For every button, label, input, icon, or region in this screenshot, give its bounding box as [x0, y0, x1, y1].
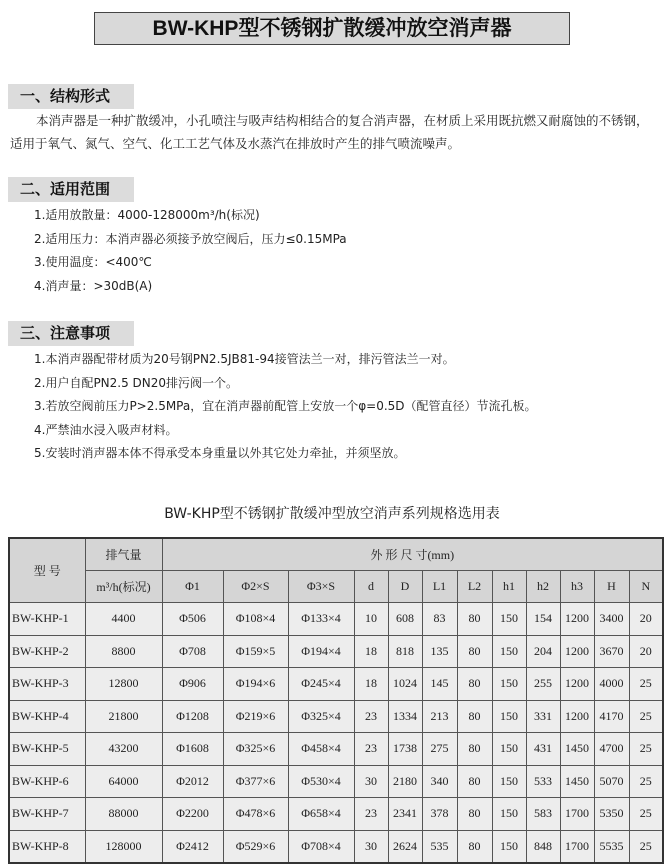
table-cell: 2624	[388, 830, 422, 863]
table-cell: 25	[629, 668, 663, 701]
table-cell: 1700	[560, 830, 594, 863]
table-cell: 145	[422, 668, 457, 701]
list-item: 4.严禁油水浸入吸声材料。	[34, 422, 178, 437]
table-cell: Φ108×4	[223, 603, 288, 636]
table-cell: 18	[354, 668, 388, 701]
column-header: Φ3×S	[288, 571, 354, 603]
table-cell: 23	[354, 798, 388, 831]
table-row	[9, 733, 663, 766]
table-cell: 1700	[560, 798, 594, 831]
table-cell: Φ159×5	[223, 635, 288, 668]
table-cell: 4000	[594, 668, 629, 701]
table-cell: 80	[457, 765, 492, 798]
header-flow-unit: m³/h(标况)	[85, 571, 162, 603]
table-row	[9, 668, 663, 701]
table-cell: 20	[629, 603, 663, 636]
table-cell: 150	[492, 798, 526, 831]
table-cell: Φ708	[162, 635, 223, 668]
table-cell: 25	[629, 700, 663, 733]
table-cell: Φ458×4	[288, 733, 354, 766]
column-header: L2	[457, 571, 492, 603]
model-cell: BW-KHP-3	[9, 668, 85, 701]
table-cell: 818	[388, 635, 422, 668]
table-cell: Φ133×4	[288, 603, 354, 636]
table-cell: 150	[492, 733, 526, 766]
table-caption: BW-KHP型不锈钢扩散缓冲型放空消声系列规格选用表	[164, 506, 500, 522]
table-cell: 204	[526, 635, 560, 668]
table-cell: 608	[388, 603, 422, 636]
model-cell: BW-KHP-5	[9, 733, 85, 766]
table-cell: 135	[422, 635, 457, 668]
model-cell: BW-KHP-7	[9, 798, 85, 831]
table-cell: Φ658×4	[288, 798, 354, 831]
scope-list	[34, 204, 347, 298]
table-cell: 80	[457, 635, 492, 668]
table-cell: 25	[629, 733, 663, 766]
table-cell: 150	[492, 700, 526, 733]
notes-list	[34, 348, 537, 466]
header-dimensions: 外 形 尺 寸(mm)	[162, 538, 663, 571]
table-cell: 340	[422, 765, 457, 798]
list-item: 2.用户自配PN2.5 DN20排污阀一个。	[34, 375, 239, 390]
model-cell: BW-KHP-4	[9, 700, 85, 733]
table-cell: 12800	[85, 668, 162, 701]
section-heading-structure: 一、结构形式	[8, 84, 134, 109]
table-row	[9, 830, 663, 863]
table-cell: 150	[492, 603, 526, 636]
list-item: 2.适用压力：本消声器必须接予放空阀后，压力≤0.15MPa	[34, 231, 347, 246]
page-title: BW-KHP型不锈钢扩散缓冲放空消声器	[94, 12, 570, 45]
structure-paragraph: 本消声器是一种扩散缓冲，小孔喷注与吸声结构相结合的复合消声器，在材质上采用既抗燃又耐腐蚀的不锈钢，适用于氧气、氮气、空气、化工工艺气体及水蒸汽在排放时产生的排气喷流噪声。	[10, 113, 649, 151]
column-header: Φ1	[162, 571, 223, 603]
table-cell: 8800	[85, 635, 162, 668]
list-item: 3.使用温度：<400℃	[34, 255, 152, 269]
section-heading-notes: 三、注意事项	[8, 321, 134, 346]
table-cell: 4170	[594, 700, 629, 733]
table-cell: Φ245×4	[288, 668, 354, 701]
table-cell: 275	[422, 733, 457, 766]
table-cell: Φ325×6	[223, 733, 288, 766]
table-cell: Φ1208	[162, 700, 223, 733]
table-cell: 80	[457, 830, 492, 863]
table-cell: 150	[492, 668, 526, 701]
column-header: N	[629, 571, 663, 603]
table-cell: Φ2012	[162, 765, 223, 798]
table-cell: 150	[492, 830, 526, 863]
table-cell: Φ2200	[162, 798, 223, 831]
table-cell: 533	[526, 765, 560, 798]
column-header: D	[388, 571, 422, 603]
column-header: H	[594, 571, 629, 603]
table-cell: 2180	[388, 765, 422, 798]
table-cell: 80	[457, 798, 492, 831]
table-cell: 21800	[85, 700, 162, 733]
column-header: d	[354, 571, 388, 603]
table-cell: 4400	[85, 603, 162, 636]
table-cell: Φ194×4	[288, 635, 354, 668]
table-cell: 5070	[594, 765, 629, 798]
model-cell: BW-KHP-2	[9, 635, 85, 668]
table-cell: 80	[457, 700, 492, 733]
list-item: 1.适用放散量：4000-128000m³/h(标况)	[34, 208, 260, 222]
table-cell: Φ506	[162, 603, 223, 636]
column-header: h2	[526, 571, 560, 603]
table-cell: 25	[629, 798, 663, 831]
table-cell: 88000	[85, 798, 162, 831]
table-cell: 255	[526, 668, 560, 701]
list-item: 5.安装时消声器本体不得承受本身重量以外其它处力牵扯，并须坚放。	[34, 446, 406, 460]
table-row	[9, 635, 663, 668]
list-item: 1.本消声器配带材质为20号钢PN2.5JB81-94接管法兰一对，排污管法兰一对。	[34, 352, 455, 366]
table-cell: Φ906	[162, 668, 223, 701]
table-cell: 150	[492, 765, 526, 798]
table-row	[9, 798, 663, 831]
table-cell: 1200	[560, 635, 594, 668]
table-cell: 23	[354, 700, 388, 733]
table-cell: 10	[354, 603, 388, 636]
table-cell: 378	[422, 798, 457, 831]
section-heading-scope: 二、适用范围	[8, 177, 134, 202]
table-cell: Φ194×6	[223, 668, 288, 701]
table-row	[9, 603, 663, 636]
table-cell: 1200	[560, 668, 594, 701]
table-cell: 43200	[85, 733, 162, 766]
table-cell: 5350	[594, 798, 629, 831]
table-cell: Φ2412	[162, 830, 223, 863]
table-cell: 431	[526, 733, 560, 766]
table-cell: 128000	[85, 830, 162, 863]
model-cell: BW-KHP-8	[9, 830, 85, 863]
column-header: h3	[560, 571, 594, 603]
table-cell: 1024	[388, 668, 422, 701]
table-cell: 23	[354, 733, 388, 766]
table-cell: 535	[422, 830, 457, 863]
column-header: Φ2×S	[223, 571, 288, 603]
table-cell: 2341	[388, 798, 422, 831]
table-row	[9, 765, 663, 798]
column-header: L1	[422, 571, 457, 603]
table-cell: 1738	[388, 733, 422, 766]
table-cell: 3670	[594, 635, 629, 668]
table-cell: 3400	[594, 603, 629, 636]
column-header: h1	[492, 571, 526, 603]
table-cell: 64000	[85, 765, 162, 798]
table-cell: Φ219×6	[223, 700, 288, 733]
table-cell: 1450	[560, 733, 594, 766]
spec-table	[8, 537, 664, 864]
table-cell: 154	[526, 603, 560, 636]
table-cell: 25	[629, 765, 663, 798]
table-cell: 4700	[594, 733, 629, 766]
model-cell: BW-KHP-6	[9, 765, 85, 798]
table-cell: 1334	[388, 700, 422, 733]
table-cell: Φ377×6	[223, 765, 288, 798]
table-cell: 848	[526, 830, 560, 863]
table-cell: Φ530×4	[288, 765, 354, 798]
model-cell: BW-KHP-1	[9, 603, 85, 636]
table-cell: 1200	[560, 603, 594, 636]
table-cell: 1450	[560, 765, 594, 798]
table-cell: Φ529×6	[223, 830, 288, 863]
table-cell: 30	[354, 765, 388, 798]
table-cell: 5535	[594, 830, 629, 863]
table-row	[9, 700, 663, 733]
table-cell: Φ478×6	[223, 798, 288, 831]
table-cell: 583	[526, 798, 560, 831]
table-cell: 150	[492, 635, 526, 668]
table-cell: Φ708×4	[288, 830, 354, 863]
table-cell: 20	[629, 635, 663, 668]
table-cell: Φ1608	[162, 733, 223, 766]
table-cell: 1200	[560, 700, 594, 733]
table-cell: 331	[526, 700, 560, 733]
table-cell: 80	[457, 668, 492, 701]
header-flow: 排气量	[85, 538, 162, 571]
table-cell: Φ325×4	[288, 700, 354, 733]
header-model: 型 号	[9, 538, 85, 603]
table-cell: 80	[457, 603, 492, 636]
table-cell: 25	[629, 830, 663, 863]
table-cell: 80	[457, 733, 492, 766]
table-cell: 30	[354, 830, 388, 863]
list-item: 3.若放空阀前压力P>2.5MPa，宜在消声器前配管上安放一个φ=0.5D（配管直径）节流孔板。	[34, 399, 537, 413]
table-cell: 83	[422, 603, 457, 636]
list-item: 4.消声量：>30dB(A)	[34, 278, 153, 293]
table-cell: 18	[354, 635, 388, 668]
table-cell: 213	[422, 700, 457, 733]
